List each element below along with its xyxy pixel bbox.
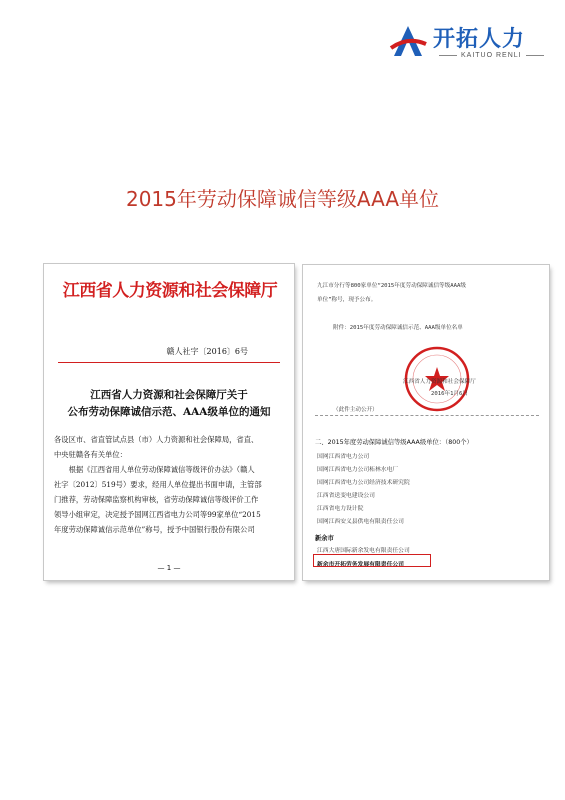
kaituo-logo-mark-icon <box>388 20 428 60</box>
section-title: 二、2015年度劳动保障诚信等级AAA级单位：（800个） <box>315 439 473 446</box>
signature-org: 江西省人力资源和社会保障厅 <box>403 379 476 385</box>
notice-page-2 <box>303 265 549 580</box>
body-line: 各设区市、省直管试点县（市）人力资源和社会保障局，省直、 <box>54 435 259 444</box>
body-line: 社字〔2012〕519号）要求，经用人单位提出书面申请，主管部 <box>54 480 262 489</box>
brand-name-cn: 开拓人力 <box>433 27 526 52</box>
issuer-header: 江西省人力资源和社会保障厅 <box>62 281 278 301</box>
attachment-line: 附件：2015年度劳动保障诚信示范、AAA级单位名单 <box>333 325 463 331</box>
list-item: 江西省电力设计院 <box>317 506 364 512</box>
body-line: 门推荐，劳动保障监察机构审核，省劳动保障诚信等级评价工作 <box>54 495 259 504</box>
page-title: 2015年劳动保障诚信等级AAA单位 <box>125 187 440 211</box>
list-item: 江西省送变电建设公司 <box>317 493 375 499</box>
list-item: 国网江西省电力公司柘林水电厂 <box>317 467 399 473</box>
brand-logo <box>388 18 548 68</box>
highlighted-list-item: 新余市开拓劳务发展有限责任公司 <box>317 562 404 568</box>
page-number: — 1 — <box>157 564 181 572</box>
region-label: 新余市 <box>315 535 334 542</box>
notice-heading-line2: 公布劳动保障诚信示范、AAA级单位的通知 <box>67 406 271 418</box>
notice-heading-line1: 江西省人力资源和社会保障厅关于 <box>90 389 248 401</box>
publicity-note: （此件主动公开） <box>333 407 378 413</box>
body-line: 年度劳动保障诚信示范单位”称号，授予中国银行股份有限公司 <box>54 525 255 534</box>
list-item: 国网江西省电力公司 <box>317 454 370 460</box>
body-line: 根据《江西省用人单位劳动保障诚信等级评价办法》（赣人 <box>54 465 255 474</box>
list-item: 国网江西省电力公司经济技术研究院 <box>317 480 410 486</box>
red-divider <box>58 362 280 363</box>
text-line: 单位”称号，现予公布。 <box>317 297 377 303</box>
brand-name-en: KAITUO RENLI <box>435 52 548 59</box>
text-line: 九江市分行等800家单位“2015年度劳动保障诚信等级AAA级 <box>317 283 466 289</box>
body-line: 领导小组审定，决定授予国网江西省电力公司等99家单位“2015 <box>54 510 261 519</box>
page-divider <box>315 415 539 416</box>
signature-date: 2016年1月6日 <box>431 391 468 397</box>
notice-page-1 <box>44 264 294 580</box>
body-line: 中央驻赣各有关单位： <box>54 450 127 459</box>
doc-number: 赣人社字〔2016〕6号 <box>166 347 248 356</box>
list-item: 江西大唐国际新余发电有限责任公司 <box>317 548 410 554</box>
list-item: 国网江西安义县供电有限责任公司 <box>317 519 404 525</box>
highlight-box <box>313 554 431 567</box>
